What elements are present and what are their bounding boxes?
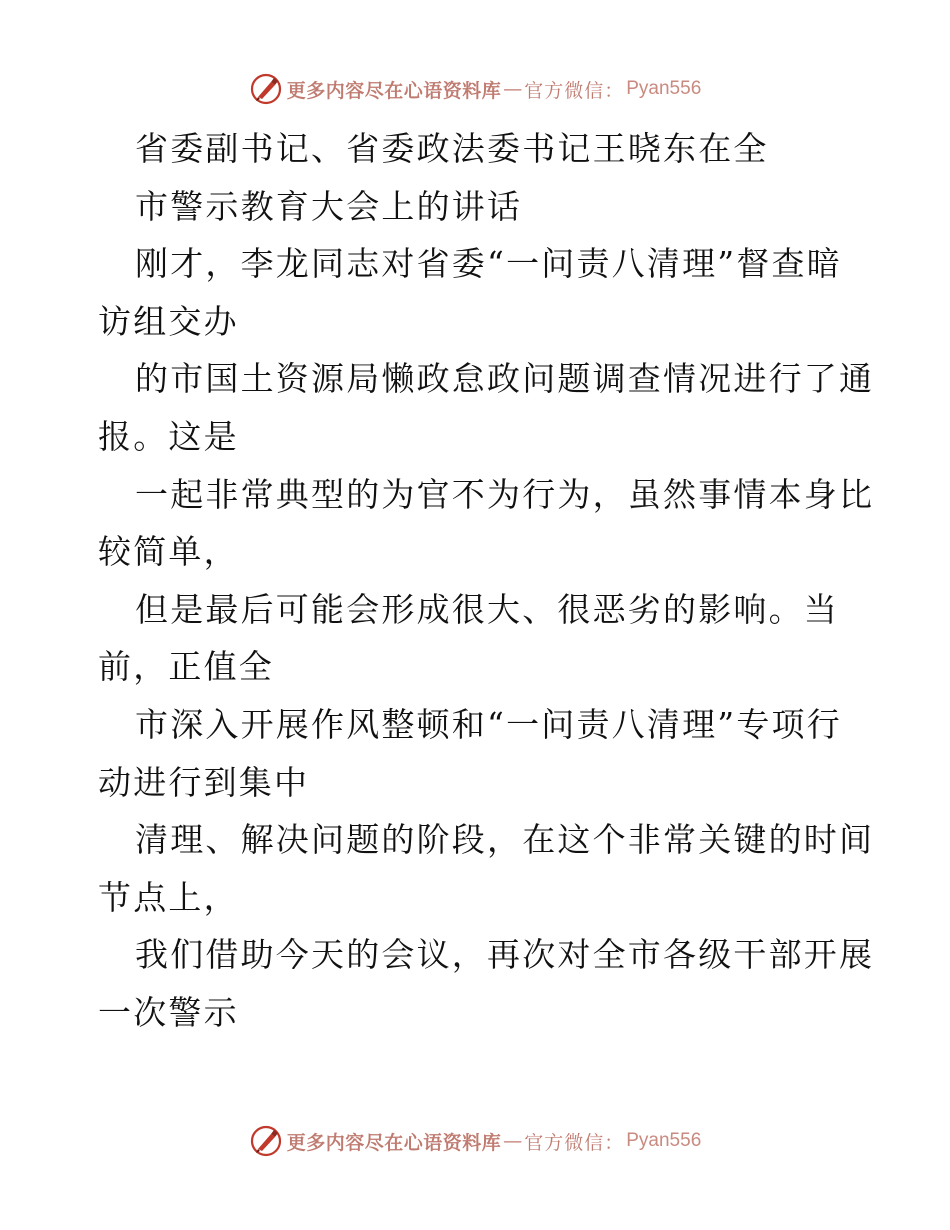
- text-line: 刚才，李龙同志对省委“一问责八清理”督查暗: [135, 244, 842, 284]
- text-line: 较简单，: [98, 532, 239, 572]
- text-line: 动进行到集中: [98, 762, 310, 802]
- footer-banner: [0, 1124, 950, 1158]
- text-line: 访组交办: [98, 301, 239, 341]
- text-line: 清理、解决问题的阶段，在这个非常关键的时间: [135, 820, 875, 860]
- text-line: 一次警示: [98, 992, 239, 1032]
- pen-logo-icon: [249, 1124, 283, 1158]
- pen-logo-icon: [249, 72, 283, 106]
- text-line: 的市国土资源局懒政怠政问题调查情况进行了通: [135, 359, 875, 399]
- banner-dash: —: [503, 1130, 523, 1152]
- header-banner: [0, 72, 950, 106]
- banner-sub-text: 官方微信：: [524, 79, 625, 102]
- text-line: 省委副书记、省委政法委书记王晓东在全: [135, 129, 769, 168]
- text-line: 报。这是: [98, 416, 239, 456]
- banner-main-text: 更多内容尽在心语资料库: [286, 1131, 502, 1154]
- text-line: 一起非常典型的为官不为行为，虽然事情本身比: [135, 474, 875, 514]
- banner-dash: —: [503, 78, 523, 100]
- document-body: [98, 120, 875, 1042]
- banner-wechat-id: Pyan556: [626, 78, 702, 99]
- text-line: 市警示教育大会上的讲话: [135, 186, 523, 226]
- banner-main-text: 更多内容尽在心语资料库: [286, 79, 502, 102]
- text-line: 前，正值全: [98, 647, 274, 687]
- banner-sub-text: 官方微信：: [524, 1131, 625, 1154]
- text-line: 但是最后可能会形成很大、很恶劣的影响。当: [135, 589, 839, 629]
- banner-wechat-id: Pyan556: [626, 1130, 702, 1151]
- text-line: 我们借助今天的会议，再次对全市各级干部开展: [135, 935, 875, 975]
- text-line: 市深入开展作风整顿和“一问责八清理”专项行: [135, 704, 842, 744]
- text-line: 节点上，: [98, 877, 239, 917]
